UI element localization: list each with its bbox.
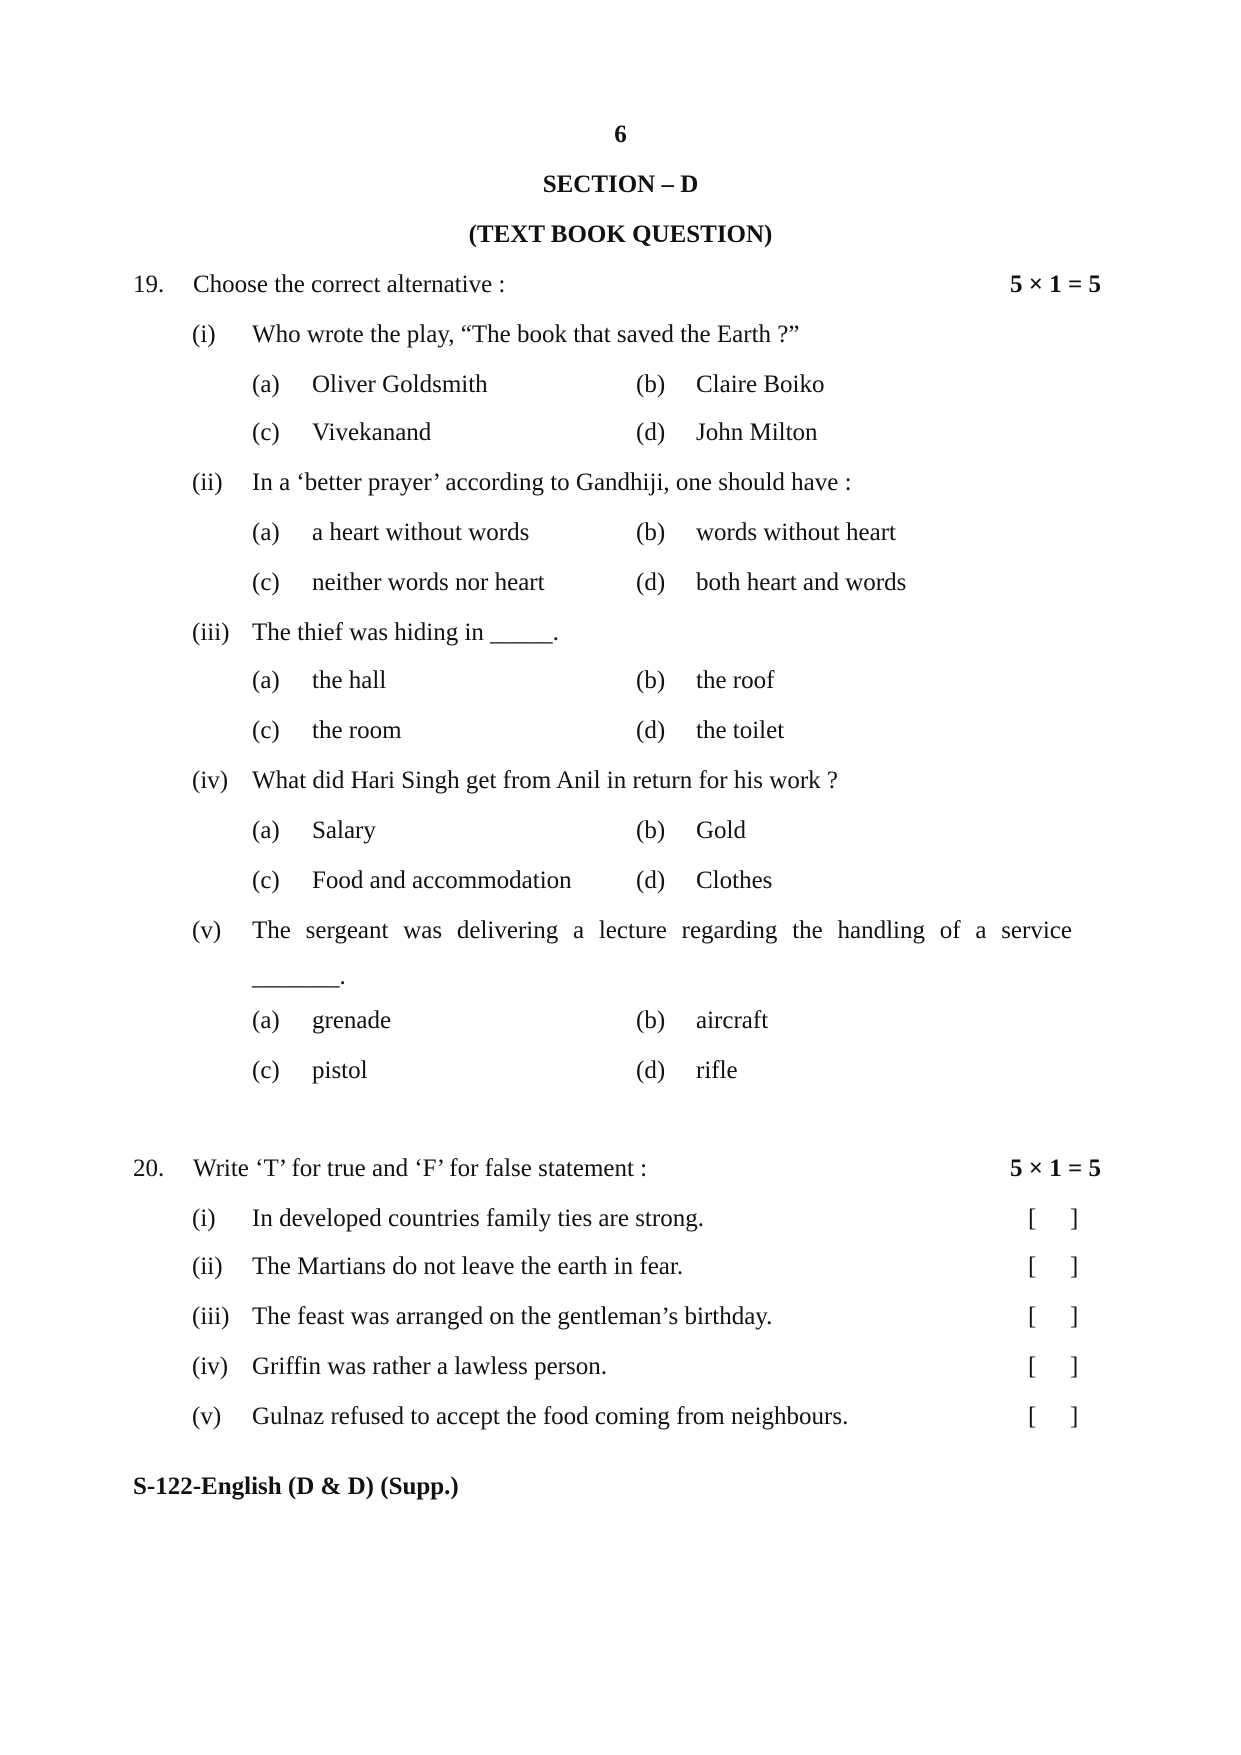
sub-question-text: The thief was hiding in _____. <box>252 619 559 646</box>
answer-bracket-close[interactable]: ] <box>1070 1253 1079 1280</box>
question-number: 20. <box>133 1155 165 1182</box>
answer-bracket-close[interactable]: ] <box>1070 1403 1079 1430</box>
option-label: (c) <box>252 867 280 894</box>
option-text: aircraft <box>696 1007 769 1034</box>
option-label: (a) <box>252 667 280 694</box>
answer-bracket-open[interactable]: [ <box>1028 1403 1037 1430</box>
statement-text: Gulnaz refused to accept the food coming from neighbours. <box>252 1403 849 1430</box>
option-label: (c) <box>252 569 280 596</box>
option-label: (d) <box>636 867 666 894</box>
statement-number: (iv) <box>192 1353 229 1380</box>
sub-question-number: (i) <box>192 321 216 348</box>
option-label: (b) <box>636 817 666 844</box>
question-text: Write ‘T’ for true and ‘F’ for false statement : <box>193 1155 648 1182</box>
option-text: the roof <box>696 667 775 694</box>
statement-text: The Martians do not leave the earth in fear. <box>252 1253 684 1280</box>
answer-bracket-close[interactable]: ] <box>1070 1205 1079 1232</box>
question-marks: 5 × 1 = 5 <box>1010 271 1101 298</box>
option-text: Salary <box>312 817 376 844</box>
option-text: Food and accommodation <box>312 867 572 894</box>
option-text: John Milton <box>696 419 818 446</box>
option-label: (b) <box>636 667 666 694</box>
question-marks: 5 × 1 = 5 <box>1010 1155 1101 1182</box>
sub-question-number: (ii) <box>192 469 223 496</box>
option-label: (d) <box>636 419 666 446</box>
option-text: Clothes <box>696 867 773 894</box>
option-label: (b) <box>636 1007 666 1034</box>
option-text: Gold <box>696 817 746 844</box>
section-subtitle: (TEXT BOOK QUESTION) <box>468 221 773 248</box>
sub-question-text-continued: _______. <box>252 963 346 990</box>
option-label: (a) <box>252 1007 280 1034</box>
option-text: the room <box>312 717 402 744</box>
statement-number: (v) <box>192 1403 222 1430</box>
option-label: (c) <box>252 419 280 446</box>
section-title: SECTION – D <box>542 171 699 198</box>
statement-text: In developed countries family ties are strong. <box>252 1205 704 1232</box>
answer-bracket-close[interactable]: ] <box>1070 1353 1079 1380</box>
option-text: a heart without words <box>312 519 530 546</box>
option-text: rifle <box>696 1057 738 1084</box>
sub-question-number: (iii) <box>192 619 230 646</box>
option-label: (b) <box>636 519 666 546</box>
option-text: Vivekanand <box>312 419 432 446</box>
sub-question-text: What did Hari Singh get from Anil in return for his work ? <box>252 767 838 794</box>
option-label: (a) <box>252 817 280 844</box>
option-label: (d) <box>636 569 666 596</box>
statement-text: The feast was arranged on the gentleman’s birthday. <box>252 1303 773 1330</box>
sub-question-number: (iv) <box>192 767 229 794</box>
question-text: Choose the correct alternative : <box>193 271 506 298</box>
paper-code-footer: S-122-English (D & D) (Supp.) <box>133 1473 459 1500</box>
option-label: (a) <box>252 371 280 398</box>
statement-text: Griffin was rather a lawless person. <box>252 1353 607 1380</box>
sub-question-number: (v) <box>192 917 222 944</box>
option-text: both heart and words <box>696 569 907 596</box>
question-number: 19. <box>133 271 165 298</box>
option-label: (b) <box>636 371 666 398</box>
answer-bracket-close[interactable]: ] <box>1070 1303 1079 1330</box>
option-label: (a) <box>252 519 280 546</box>
option-text: Oliver Goldsmith <box>312 371 488 398</box>
statement-number: (ii) <box>192 1253 223 1280</box>
option-text: words without heart <box>696 519 896 546</box>
answer-bracket-open[interactable]: [ <box>1028 1303 1037 1330</box>
page-number: 6 <box>614 121 627 148</box>
statement-number: (iii) <box>192 1303 230 1330</box>
option-text: neither words nor heart <box>312 569 545 596</box>
sub-question-text: Who wrote the play, “The book that saved the Earth ?” <box>252 321 800 348</box>
option-text: the hall <box>312 667 387 694</box>
statement-number: (i) <box>192 1205 216 1232</box>
option-text: grenade <box>312 1007 392 1034</box>
option-label: (c) <box>252 1057 280 1084</box>
option-label: (d) <box>636 717 666 744</box>
answer-bracket-open[interactable]: [ <box>1028 1205 1037 1232</box>
option-label: (d) <box>636 1057 666 1084</box>
answer-bracket-open[interactable]: [ <box>1028 1353 1037 1380</box>
option-text: the toilet <box>696 717 785 744</box>
sub-question-text: In a ‘better prayer’ according to Gandhiji, one should have : <box>252 469 852 496</box>
answer-bracket-open[interactable]: [ <box>1028 1253 1037 1280</box>
option-text: pistol <box>312 1057 368 1084</box>
option-label: (c) <box>252 717 280 744</box>
option-text: Claire Boiko <box>696 371 825 398</box>
sub-question-text: The sergeant was delivering a lecture regarding the handling of a service <box>252 917 1072 944</box>
